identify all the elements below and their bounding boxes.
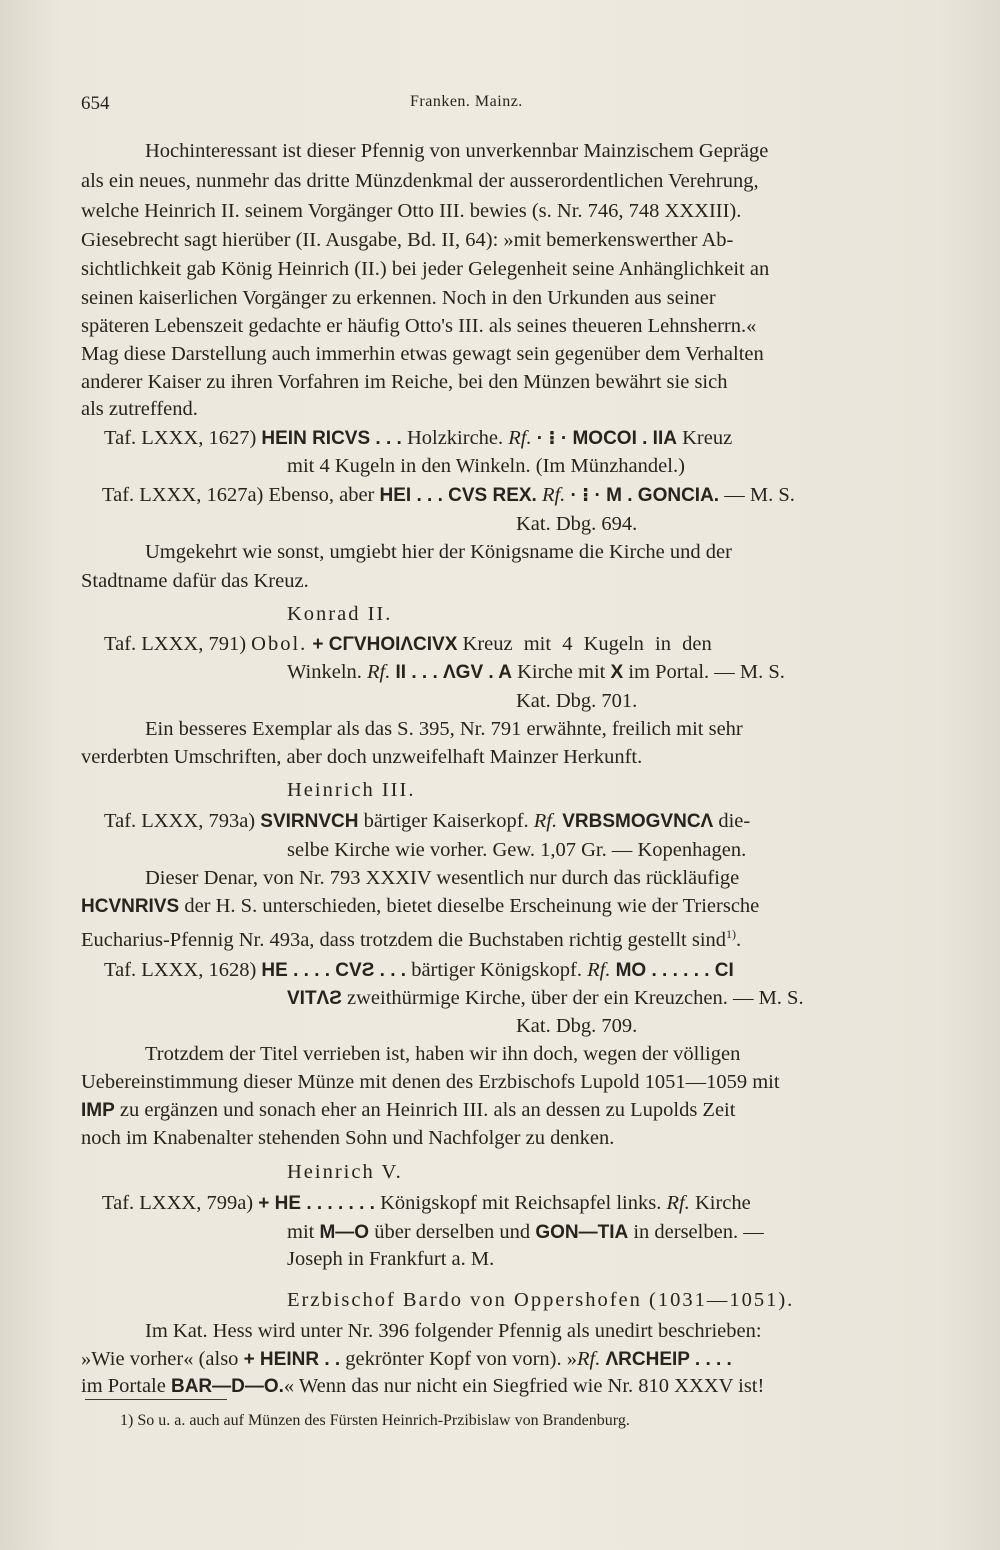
coin-entry-1628: [104, 957, 734, 984]
text-line: als ein neues, nunmehr das dritte Münzdenkmal der ausserordentlichen Verehrung,: [81, 170, 759, 192]
text-line: Mag diese Darstellung auch immerhin etwas gewagt sein gegenüber dem Verhalten: [81, 343, 764, 365]
plate-reference: Taf. LXXX, 1627a): [102, 484, 264, 506]
text-span: zu ergänzen und sonach eher an Heinrich III. als an dessen zu Lupolds Zeit: [119, 1099, 736, 1121]
coin-legend: HEIN RICVS . . .: [261, 428, 402, 449]
reverse-abbrev: Rf.: [533, 810, 558, 832]
text-span: « Wenn das nur nicht ein Siegfried wie Nr. 810 XXXV ist!: [283, 1375, 765, 1397]
coin-legend: VRBSMOGVNCΛ: [562, 811, 714, 832]
coin-legend: + HE . . . . . . .: [258, 1193, 375, 1214]
coin-entry-799a: [102, 1190, 751, 1217]
text-line: anderer Kaiser zu ihren Vorfahren im Reiche, bei den Münzen bewährt sie sich: [81, 371, 728, 393]
text-line: Stadtname dafür das Kreuz.: [81, 570, 309, 592]
text-line-with-footnote: [81, 921, 741, 953]
text-line: Joseph in Frankfurt a. M.: [287, 1248, 495, 1270]
text-line: sichtlichkeit gab König Heinrich (II.) bei jeder Gelegenheit seine Anhänglichkeit an: [81, 258, 770, 280]
coin-entry-791: [104, 631, 712, 658]
plate-reference: Taf. LXXX, 793a): [104, 810, 256, 832]
text-line: Umgekehrt wie sonst, umgiebt hier der Königsname die Kirche und der: [145, 541, 732, 563]
coin-description: Kreuz mit 4 Kugeln in den: [462, 633, 712, 655]
plate-reference: Taf. LXXX, 1628): [104, 959, 257, 981]
coin-legend: IMP: [81, 1100, 115, 1121]
coin-entry-1627: [104, 425, 732, 452]
coin-legend: GON—TIA: [535, 1222, 629, 1243]
text-line: als zutreffend.: [81, 398, 198, 420]
coin-description: Holzkirche.: [406, 427, 504, 449]
reverse-abbrev: Rf.: [587, 959, 611, 981]
coin-description: Königskopf mit Reichsapfel links.: [380, 1192, 662, 1214]
coin-description: in derselben. —: [633, 1221, 764, 1243]
coin-description: die-: [718, 810, 751, 832]
footnote-marker: 1): [726, 927, 737, 941]
text-line: noch im Knabenalter stehenden Sohn und Nachfolger zu denken.: [81, 1127, 615, 1149]
text-line: Giesebrecht sagt hierüber (II. Ausgabe, Bd. II, 64): »mit bemerkenswerther Ab-: [81, 229, 734, 251]
footnote-separator: [85, 1399, 227, 1400]
plate-reference: Taf. LXXX, 799a): [102, 1192, 254, 1214]
text-line: Trotzdem der Titel verrieben ist, haben wir ihn doch, wegen der völligen: [145, 1043, 741, 1065]
text-line: welche Heinrich II. seinem Vorgänger Otto III. bewies (s. Nr. 746, 748 XXXIII).: [81, 200, 742, 222]
coin-description: im Portal. — M. S.: [628, 661, 785, 683]
running-head: Franken. Mainz.: [410, 93, 523, 110]
text-line-with-legend: [81, 1373, 764, 1400]
text-span: im Portale: [81, 1375, 166, 1397]
coin-legend: MO . . . . . . CI: [615, 960, 734, 981]
text-line: Im Kat. Hess wird unter Nr. 396 folgender Pfennig als unedirt beschrieben:: [145, 1320, 762, 1342]
reverse-abbrev: Rf.: [541, 484, 566, 506]
coin-description: bärtiger Kaiserkopf.: [363, 810, 529, 832]
section-heading: Heinrich V.: [287, 1161, 403, 1183]
text-line-with-legend: [81, 1097, 735, 1124]
coin-description: Kirche mit: [517, 661, 606, 683]
text-line: Ein besseres Exemplar als das S. 395, Nr. 791 erwähnte, freilich mit sehr: [145, 718, 743, 740]
text-line-with-legend: [81, 1346, 732, 1373]
reverse-abbrev: Rf.: [577, 1348, 601, 1370]
collection: — M. S.: [724, 484, 795, 506]
coin-entry-1628-line2: [287, 985, 804, 1012]
coin-legend: + CΓVHOIΛCIVX: [312, 634, 458, 655]
coin-description: Kirche: [694, 1192, 751, 1214]
reverse-abbrev: Rf.: [367, 661, 391, 683]
text-span: »Wie vorher« (also: [81, 1348, 239, 1370]
coin-legend: VITΛƧ: [287, 988, 342, 1009]
catalogue-ref: Kat. Dbg. 694.: [516, 513, 638, 535]
coin-description: Kreuz: [682, 427, 733, 449]
coin-entry-1627a: [102, 482, 795, 509]
reverse-abbrev: Rf.: [666, 1192, 690, 1214]
text-span: Eucharius-Pfennig Nr. 493a, dass trotzdem die Buchstaben richtig gestellt sind: [81, 928, 727, 951]
plate-reference: Taf. LXXX, 1627): [104, 427, 257, 449]
text-span: der H. S. unterschieden, bietet dieselbe Erscheinung wie der Triersche: [184, 895, 760, 917]
coin-description: Ebenso, aber: [268, 484, 375, 506]
text-line: seinen kaiserlichen Vorgänger zu erkennen. Noch in den Urkunden aus seiner: [81, 287, 716, 309]
footnote: 1) So u. a. auch auf Münzen des Fürsten Heinrich-Przibislaw von Brandenburg.: [120, 1412, 630, 1429]
coin-legend: II . . . ΛGV . A: [395, 662, 512, 683]
coin-entry-793a: [104, 808, 750, 835]
reverse-abbrev: Rf.: [508, 427, 532, 449]
coin-entry-799a-line2: [287, 1219, 764, 1246]
text-line-with-legend: [81, 893, 759, 920]
catalogue-ref: Kat. Dbg. 709.: [516, 1015, 638, 1037]
coin-description: bärtiger Königskopf.: [411, 959, 582, 981]
coin-legend: BAR—D—O.: [170, 1376, 284, 1397]
text-line: Dieser Denar, von Nr. 793 XXXIV wesentlich nur durch das rückläufige: [145, 867, 740, 889]
coin-legend: SVIRNVCH: [260, 811, 359, 832]
coin-legend: · ⁝ · M . GONCIA.: [570, 485, 720, 506]
coin-description: zweithürmige Kirche, über der ein Kreuzchen. — M. S.: [347, 987, 804, 1009]
coin-legend: · ⁝ · MOCOI . IIA: [536, 428, 677, 449]
catalogue-ref: Kat. Dbg. 701.: [516, 690, 638, 712]
text-span: gekrönter Kopf von vorn). »: [345, 1348, 578, 1370]
coin-description: Winkeln.: [287, 661, 362, 683]
coin-legend: X: [610, 662, 624, 683]
text-line: verderbten Umschriften, aber doch unzweifelhaft Mainzer Herkunft.: [81, 746, 643, 768]
coin-entry-791-line2: [287, 659, 785, 686]
coin-legend: HE . . . . CVƧ . . .: [261, 960, 407, 981]
text-line: späteren Lebenszeit gedachte er häufig Otto's III. als seines theueren Lehnsherrn.«: [81, 315, 757, 337]
coin-description: mit: [287, 1221, 315, 1243]
coin-legend: HEI . . . CVS REX.: [379, 485, 537, 506]
coin-legend: ΛRCHEIP . . . .: [605, 1349, 732, 1370]
text-line: Hochinteressant ist dieser Pfennig von unverkennbar Mainzischem Gepräge: [145, 140, 769, 162]
page-number: 654: [81, 93, 110, 114]
section-heading: Konrad II.: [287, 603, 393, 625]
coin-description: Obol.: [251, 633, 308, 655]
coin-legend: M—O: [319, 1222, 370, 1243]
plate-reference: Taf. LXXX, 791): [104, 633, 247, 655]
text-line: selbe Kirche wie vorher. Gew. 1,07 Gr. — Kopenhagen.: [287, 839, 747, 861]
coin-legend: HCVNRIVS: [81, 896, 180, 917]
text-line: Uebereinstimmung dieser Münze mit denen des Erzbischofs Lupold 1051—1059 mit: [81, 1071, 780, 1093]
section-heading: Erzbischof Bardo von Oppershofen (1031—1051).: [287, 1289, 795, 1311]
coin-legend: + HEINR . .: [243, 1349, 341, 1370]
section-heading: Heinrich III.: [287, 779, 416, 801]
text-line: mit 4 Kugeln in den Winkeln. (Im Münzhandel.): [287, 455, 685, 477]
text-span: .: [736, 928, 742, 951]
coin-description: über derselben und: [374, 1221, 531, 1243]
